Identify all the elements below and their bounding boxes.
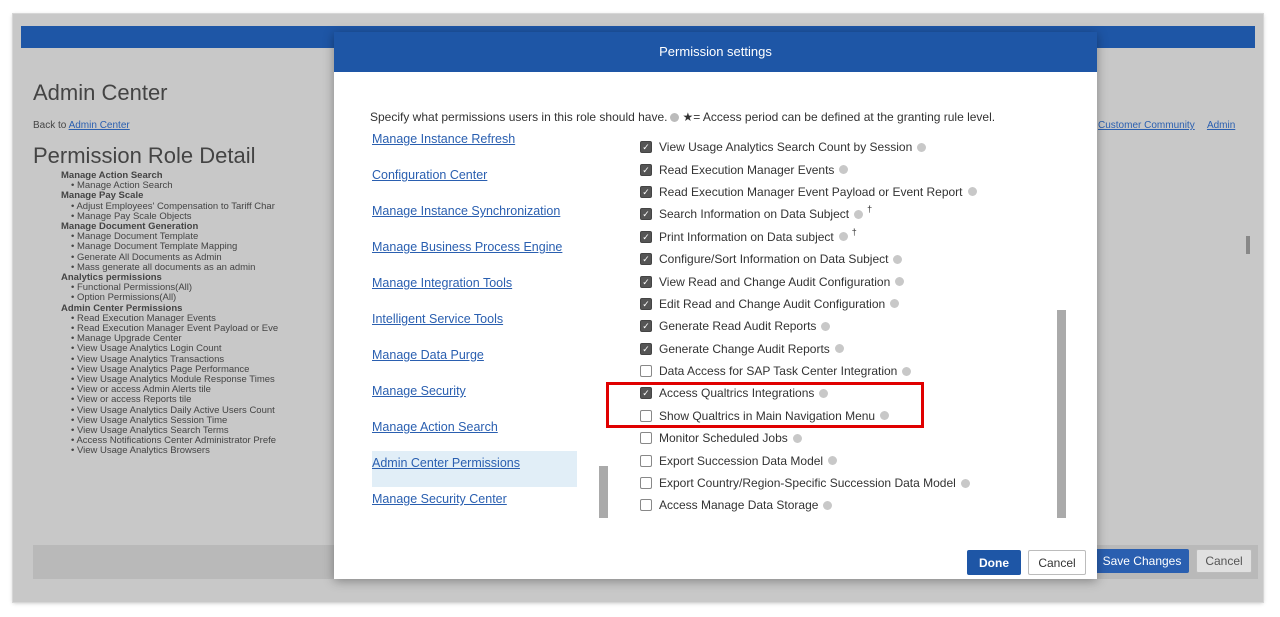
category-list-scrollbar[interactable] — [599, 466, 608, 518]
summary-list-item: • View Usage Analytics Module Response Times — [61, 375, 333, 385]
category-link[interactable]: Admin Center Permissions — [372, 456, 520, 470]
permission-checkbox[interactable]: ✓ — [640, 387, 652, 399]
info-icon[interactable] — [828, 456, 837, 465]
category-item[interactable] — [372, 415, 577, 451]
permission-label: Configure/Sort Information on Data Subject — [659, 252, 889, 267]
summary-list-item: • Access Notifications Center Administrator Prefe — [61, 436, 333, 446]
permission-checkbox[interactable]: ✓ — [640, 253, 652, 265]
header-links — [1098, 120, 1245, 131]
permission-checkbox[interactable]: ✓ — [640, 298, 652, 310]
summary-section-heading: Analytics permissions — [61, 272, 162, 284]
dagger-marker: † — [851, 226, 857, 237]
category-item[interactable] — [372, 199, 577, 235]
customer-community-link[interactable]: Customer Community — [1098, 120, 1195, 131]
info-icon[interactable] — [793, 434, 802, 443]
permission-row — [640, 494, 1050, 516]
back-to-admin-center-link[interactable]: Admin Center — [68, 120, 130, 131]
permission-checkbox[interactable] — [640, 499, 652, 511]
done-button[interactable]: Done — [967, 550, 1021, 575]
summary-section-heading: Admin Center Permissions — [61, 302, 183, 314]
summary-list-item: • Manage Action Search — [61, 181, 333, 191]
permission-label: Generate Read Audit Reports — [659, 319, 817, 334]
permission-row — [640, 158, 1050, 180]
dagger-marker: † — [867, 204, 873, 215]
category-link[interactable]: Manage Instance Synchronization — [372, 204, 561, 218]
permission-checkbox[interactable]: ✓ — [640, 343, 652, 355]
permission-summary-list — [33, 171, 333, 551]
category-item[interactable] — [372, 163, 577, 199]
permission-row — [640, 270, 1050, 292]
summary-list-item: • View Usage Analytics Daily Active Users Count — [61, 406, 333, 416]
permission-label: Print Information on Data subject — [659, 229, 834, 244]
summary-list-item: • View Usage Analytics Browsers — [61, 446, 333, 456]
permission-checkbox[interactable] — [640, 432, 652, 444]
summary-section-heading: Manage Pay Scale — [61, 190, 144, 202]
page-title: Permission Role Detail — [33, 143, 256, 168]
category-item[interactable] — [372, 379, 577, 415]
permission-label: Read Execution Manager Events — [659, 162, 835, 177]
info-icon[interactable] — [839, 165, 848, 174]
permission-label: Access Qualtrics Integrations — [659, 386, 815, 401]
permission-checkbox-list — [640, 136, 1050, 517]
permission-checkbox[interactable]: ✓ — [640, 320, 652, 332]
permission-checkbox[interactable]: ✓ — [640, 231, 652, 243]
permission-checkbox[interactable] — [640, 365, 652, 377]
summary-list-item: • Manage Upgrade Center — [61, 334, 333, 344]
permission-row — [640, 136, 1050, 158]
info-icon[interactable] — [917, 143, 926, 152]
dialog-title: Permission settings — [334, 32, 1097, 72]
summary-section-heading: Manage Document Generation — [61, 221, 199, 233]
summary-list-item: • Mass generate all documents as an admin — [61, 263, 333, 273]
category-item[interactable] — [372, 235, 577, 271]
summary-list-item: • Functional Permissions(All) — [61, 283, 333, 293]
info-icon[interactable] — [821, 322, 830, 331]
qualtrics-highlight-box — [606, 382, 924, 428]
category-link[interactable]: Manage Business Process Engine — [372, 240, 563, 254]
category-link[interactable]: Manage Instance Refresh — [372, 132, 516, 146]
permission-label: Access Manage Data Storage — [659, 498, 819, 513]
summary-list-item: • View Usage Analytics Page Performance — [61, 365, 333, 375]
permission-row — [640, 226, 1050, 248]
category-link[interactable]: Intelligent Service Tools — [372, 312, 504, 326]
permission-checkbox[interactable]: ✓ — [640, 186, 652, 198]
summary-list-item: • View Usage Analytics Search Terms — [61, 426, 333, 436]
summary-list-item: • View Usage Analytics Session Time — [61, 416, 333, 426]
category-item[interactable] — [372, 271, 577, 307]
info-icon[interactable] — [968, 187, 977, 196]
permission-checkbox[interactable]: ✓ — [640, 276, 652, 288]
permission-row — [640, 315, 1050, 337]
summary-list-item: • Manage Document Template Mapping — [61, 242, 333, 252]
permission-label: Export Country/Region-Specific Succession Data Model — [659, 476, 956, 491]
permission-category-list — [372, 127, 577, 523]
save-changes-button[interactable]: Save Changes — [1095, 549, 1189, 573]
info-icon[interactable] — [854, 210, 863, 219]
permission-label: Data Access for SAP Task Center Integration — [659, 364, 898, 379]
summary-list-item: • Adjust Employees' Compensation to Tariff Char — [61, 202, 333, 212]
permission-row — [640, 248, 1050, 270]
breadcrumb: Back to Admin Center — [33, 120, 130, 131]
permission-row — [640, 338, 1050, 360]
summary-list-item: • Read Execution Manager Events — [61, 314, 333, 324]
permission-checkbox[interactable]: ✓ — [640, 164, 652, 176]
permission-label: Edit Read and Change Audit Configuration — [659, 296, 886, 311]
summary-list-item: • Generate All Documents as Admin — [61, 253, 333, 263]
category-item[interactable] — [372, 127, 577, 163]
summary-list-item: • Manage Document Template — [61, 232, 333, 242]
permission-label: Monitor Scheduled Jobs — [659, 431, 788, 446]
permission-checkbox[interactable] — [640, 477, 652, 489]
info-icon[interactable] — [839, 232, 848, 241]
permission-label: Read Execution Manager Event Payload or Event Report — [659, 184, 963, 199]
admin-link[interactable]: Admin — [1206, 120, 1236, 131]
permission-row — [640, 181, 1050, 203]
permission-checkbox[interactable] — [640, 455, 652, 467]
category-link[interactable]: Configuration Center — [372, 168, 488, 182]
permission-row — [640, 449, 1050, 471]
category-link[interactable]: Manage Security Center — [372, 492, 507, 506]
category-item[interactable] — [372, 307, 577, 343]
category-item[interactable] — [372, 343, 577, 379]
permission-label: Export Succession Data Model — [659, 453, 824, 468]
info-icon[interactable] — [895, 277, 904, 286]
permission-label: Show Qualtrics in Main Navigation Menu — [659, 408, 876, 423]
category-item[interactable] — [372, 487, 577, 523]
summary-list-item: • Option Permissions(All) — [61, 293, 333, 303]
info-icon[interactable] — [961, 479, 970, 488]
permission-list-scrollbar[interactable] — [1057, 310, 1066, 518]
category-link[interactable]: Manage Data Purge — [372, 348, 484, 362]
page-cancel-button[interactable]: Cancel — [1196, 549, 1252, 573]
permission-checkbox[interactable]: ✓ — [640, 208, 652, 220]
info-icon[interactable] — [823, 501, 832, 510]
summary-list-item: • View or access Reports tile — [61, 395, 333, 405]
permission-row — [640, 360, 1050, 382]
summary-section-heading: Manage Action Search — [61, 171, 163, 181]
summary-list-item: • Read Execution Manager Event Payload or Eve — [61, 324, 333, 334]
category-link[interactable]: Manage Security — [372, 384, 466, 398]
permission-row — [640, 293, 1050, 315]
permission-settings-dialog — [334, 32, 1097, 579]
dialog-instructions: Specify what permissions users in this role should have. ★= Access period can be defined at the granting rule level. — [370, 110, 996, 124]
admin-center-title: Admin Center — [33, 80, 168, 105]
info-icon[interactable] — [902, 367, 911, 376]
category-link[interactable]: Manage Action Search — [372, 420, 498, 434]
permission-label: Generate Change Audit Reports — [659, 341, 830, 356]
permission-label: View Read and Change Audit Configuration — [659, 274, 891, 289]
info-icon[interactable] — [890, 299, 899, 308]
permission-checkbox[interactable]: ✓ — [640, 141, 652, 153]
summary-list-item: • Manage Pay Scale Objects — [61, 212, 333, 222]
dialog-cancel-button[interactable]: Cancel — [1028, 550, 1086, 575]
permission-label: View Usage Analytics Search Count by Session — [659, 140, 913, 155]
page-scrollbar[interactable] — [1246, 236, 1250, 254]
category-item[interactable] — [372, 451, 577, 487]
info-icon[interactable] — [893, 255, 902, 264]
permission-row — [640, 203, 1050, 225]
category-link[interactable]: Manage Integration Tools — [372, 276, 513, 290]
summary-list-item: • View Usage Analytics Login Count — [61, 344, 333, 354]
permission-row — [640, 427, 1050, 449]
help-icon[interactable] — [670, 113, 679, 122]
permission-label: Search Information on Data Subject — [659, 207, 850, 222]
permission-row — [640, 472, 1050, 494]
summary-list-item: • View Usage Analytics Transactions — [61, 355, 333, 365]
info-icon[interactable] — [835, 344, 844, 353]
summary-list-item: • View or access Admin Alerts tile — [61, 385, 333, 395]
